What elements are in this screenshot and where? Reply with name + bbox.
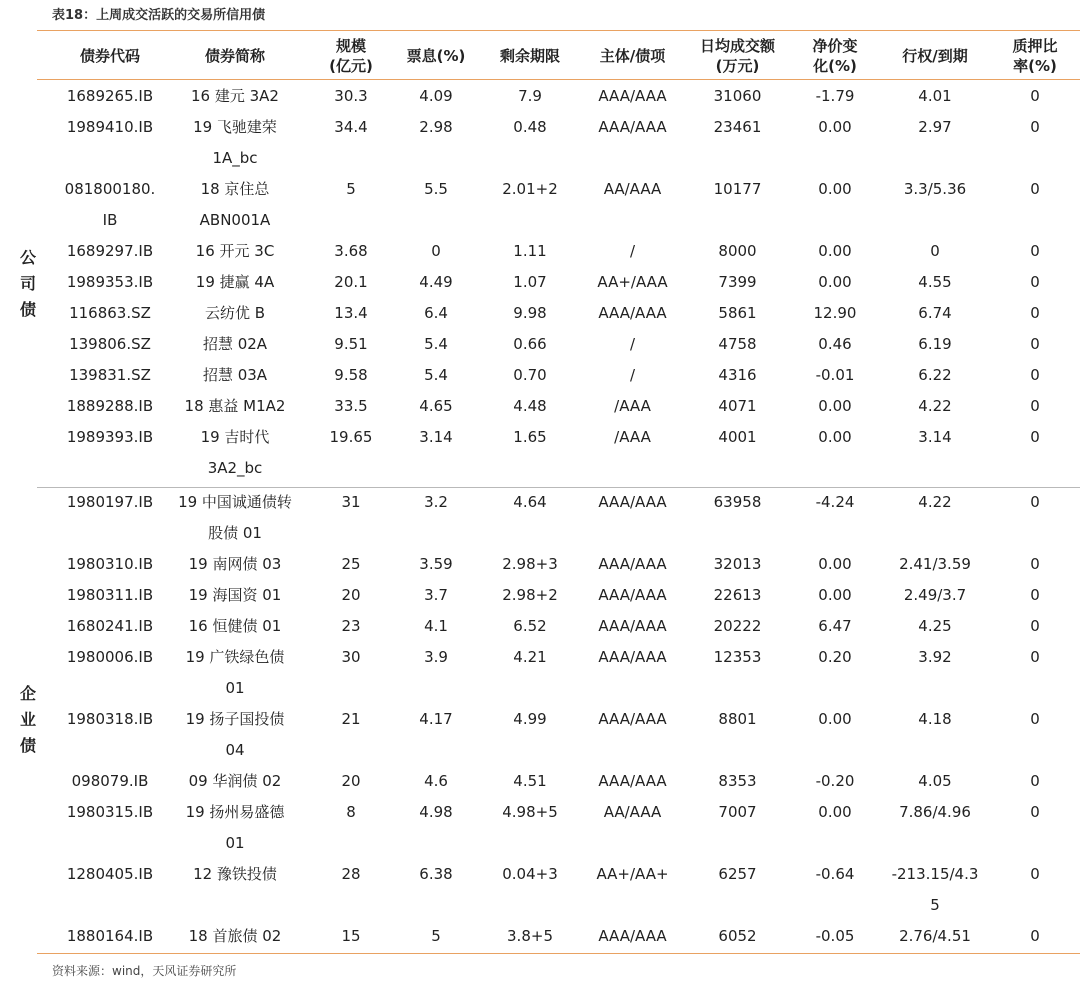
table-row <box>0 704 1080 766</box>
cell-name: 19 捷赢 4A <box>195 273 275 291</box>
header-bottom-rule <box>37 79 1080 80</box>
header-volume: 日均成交额 (万元) <box>699 37 775 75</box>
cell-scale: 33.5 <box>334 397 368 415</box>
header-coupon: 票息(%) <box>406 47 466 65</box>
cell-scale: 15 <box>341 927 361 945</box>
table-row <box>0 236 1080 267</box>
cell-volume: 63958 <box>713 493 762 511</box>
cell-rating: AAA/AAA <box>598 304 667 322</box>
cell-term: 1.11 <box>513 242 547 260</box>
cell-term: 4.64 <box>513 493 547 511</box>
cell-coupon: 3.2 <box>424 493 448 511</box>
cell-rating: AA/AAA <box>603 180 662 198</box>
cell-name: 19 中国诚通债转 股债 01 <box>178 493 292 542</box>
cell-coupon: 3.9 <box>424 648 448 666</box>
cell-code: 1689297.IB <box>66 242 154 260</box>
cell-term: 2.98+3 <box>502 555 558 573</box>
cell-scale: 9.58 <box>334 366 368 384</box>
cell-coupon: 4.1 <box>424 617 448 635</box>
cell-coupon: 5.4 <box>424 366 448 384</box>
cell-volume: 5861 <box>718 304 757 322</box>
cell-pledge: 0 <box>1030 428 1040 446</box>
cell-volume: 4071 <box>718 397 757 415</box>
table-row <box>0 81 1080 112</box>
cell-change: 0.00 <box>818 555 852 573</box>
cell-pledge: 0 <box>1030 865 1040 883</box>
cell-pledge: 0 <box>1030 648 1040 666</box>
cell-name: 12 豫铁投债 <box>193 865 277 883</box>
cell-pledge: 0 <box>1030 118 1040 136</box>
cell-volume: 31060 <box>713 87 762 105</box>
cell-volume: 8000 <box>718 242 757 260</box>
cell-term: 4.51 <box>513 772 547 790</box>
cell-change: 6.47 <box>818 617 852 635</box>
cell-name: 招慧 03A <box>202 366 268 384</box>
table-row <box>0 859 1080 921</box>
cell-name: 18 惠益 M1A2 <box>184 397 286 415</box>
header-top-rule <box>37 30 1080 31</box>
cell-exercise: 4.25 <box>918 617 952 635</box>
cell-code: 1980006.IB <box>66 648 154 666</box>
cell-name: 19 吉时代 3A2_bc <box>200 428 270 477</box>
cell-code: 1989393.IB <box>66 428 154 446</box>
cell-term: 4.48 <box>513 397 547 415</box>
cell-rating: AAA/AAA <box>598 586 667 604</box>
cell-pledge: 0 <box>1030 304 1040 322</box>
cell-exercise: 6.22 <box>918 366 952 384</box>
cell-term: 6.52 <box>513 617 547 635</box>
table-row <box>0 329 1080 360</box>
cell-rating: AAA/AAA <box>598 493 667 511</box>
cell-exercise: 7.86/4.96 <box>899 803 971 821</box>
cell-volume: 7007 <box>718 803 757 821</box>
cell-pledge: 0 <box>1030 366 1040 384</box>
cell-volume: 4001 <box>718 428 757 446</box>
group-label: 公 司 债 <box>19 248 36 319</box>
cell-coupon: 6.38 <box>419 865 453 883</box>
cell-volume: 4758 <box>718 335 757 353</box>
cell-coupon: 3.59 <box>419 555 453 573</box>
cell-code: 1980315.IB <box>66 803 154 821</box>
group-label: 企 业 债 <box>19 683 36 755</box>
header-pledge: 质押比 率(%) <box>1012 37 1058 75</box>
cell-scale: 28 <box>341 865 361 883</box>
cell-exercise: 3.92 <box>918 648 952 666</box>
cell-coupon: 4.65 <box>419 397 453 415</box>
table-header <box>0 32 1080 80</box>
cell-term: 0.48 <box>513 118 547 136</box>
cell-change: 0.00 <box>818 118 852 136</box>
cell-change: 0.00 <box>818 273 852 291</box>
cell-volume: 8801 <box>718 710 757 728</box>
cell-coupon: 5.5 <box>424 180 448 198</box>
cell-volume: 23461 <box>713 118 762 136</box>
cell-term: 7.9 <box>518 87 542 105</box>
cell-exercise: 2.49/3.7 <box>903 586 967 604</box>
cell-rating: AAA/AAA <box>598 648 667 666</box>
cell-change: 0.00 <box>818 180 852 198</box>
cell-volume: 10177 <box>713 180 762 198</box>
cell-volume: 32013 <box>713 555 762 573</box>
cell-term: 1.07 <box>513 273 547 291</box>
cell-name: 19 扬州易盛德 01 <box>185 803 285 852</box>
cell-exercise: 0 <box>930 242 940 260</box>
cell-rating: AAA/AAA <box>598 555 667 573</box>
table-row <box>0 611 1080 642</box>
table-row <box>0 766 1080 797</box>
cell-change: 0.00 <box>818 710 852 728</box>
cell-exercise: 4.55 <box>918 273 952 291</box>
cell-pledge: 0 <box>1030 242 1040 260</box>
cell-change: 0.00 <box>818 586 852 604</box>
cell-rating: AAA/AAA <box>598 710 667 728</box>
cell-volume: 7399 <box>718 273 757 291</box>
cell-code: 139806.SZ <box>69 335 151 353</box>
cell-rating: AA+/AA+ <box>596 865 669 883</box>
table-row <box>0 360 1080 391</box>
cell-pledge: 0 <box>1030 586 1040 604</box>
cell-pledge: 0 <box>1030 493 1040 511</box>
header-scale: 规模 (亿元) <box>329 37 373 75</box>
cell-rating: AAA/AAA <box>598 118 667 136</box>
cell-code: 081800180. IB <box>64 180 156 229</box>
cell-rating: AAA/AAA <box>598 927 667 945</box>
cell-rating: AAA/AAA <box>598 87 667 105</box>
cell-pledge: 0 <box>1030 397 1040 415</box>
cell-name: 09 华润债 02 <box>188 772 282 790</box>
cell-pledge: 0 <box>1030 803 1040 821</box>
cell-change: -0.64 <box>815 865 855 883</box>
table-row <box>0 642 1080 704</box>
cell-code: 1280405.IB <box>66 865 154 883</box>
cell-name: 18 京住总 ABN001A <box>199 180 271 229</box>
group-divider <box>37 487 1080 488</box>
cell-term: 4.99 <box>513 710 547 728</box>
cell-term: 0.04+3 <box>502 865 558 883</box>
cell-term: 2.01+2 <box>502 180 558 198</box>
cell-scale: 8 <box>346 803 356 821</box>
table-row <box>0 422 1080 484</box>
cell-code: 1989410.IB <box>66 118 154 136</box>
cell-coupon: 5 <box>431 927 441 945</box>
cell-exercise: 2.41/3.59 <box>899 555 971 573</box>
header-name: 债券简称 <box>204 47 265 65</box>
cell-change: 0.20 <box>818 648 852 666</box>
cell-change: 0.00 <box>818 803 852 821</box>
cell-change: 0.46 <box>818 335 852 353</box>
table-row <box>0 797 1080 859</box>
cell-change: -4.24 <box>815 493 855 511</box>
cell-term: 0.66 <box>513 335 547 353</box>
cell-name: 19 海国资 01 <box>188 586 282 604</box>
cell-change: -0.05 <box>815 927 855 945</box>
cell-coupon: 4.6 <box>424 772 448 790</box>
cell-scale: 9.51 <box>334 335 368 353</box>
cell-exercise: -213.15/4.3 5 <box>891 865 979 914</box>
cell-change: 0.00 <box>818 397 852 415</box>
cell-code: 1880164.IB <box>66 927 154 945</box>
cell-coupon: 0 <box>431 242 441 260</box>
cell-coupon: 2.98 <box>419 118 453 136</box>
cell-exercise: 4.18 <box>918 710 952 728</box>
table-row <box>0 487 1080 549</box>
cell-rating: / <box>629 335 636 353</box>
cell-rating: /AAA <box>614 428 651 446</box>
cell-exercise: 4.22 <box>918 493 952 511</box>
cell-change: -0.01 <box>815 366 855 384</box>
cell-exercise: 3.3/5.36 <box>903 180 967 198</box>
cell-exercise: 6.74 <box>918 304 952 322</box>
cell-name: 16 恒健债 01 <box>188 617 282 635</box>
cell-coupon: 6.4 <box>424 304 448 322</box>
cell-volume: 6052 <box>718 927 757 945</box>
cell-pledge: 0 <box>1030 273 1040 291</box>
cell-name: 19 南网债 03 <box>188 555 282 573</box>
cell-volume: 22613 <box>713 586 762 604</box>
cell-coupon: 5.4 <box>424 335 448 353</box>
cell-scale: 30.3 <box>334 87 368 105</box>
header-change: 净价变 化(%) <box>812 37 858 75</box>
cell-change: 12.90 <box>813 304 857 322</box>
table-bottom-rule <box>37 953 1080 954</box>
cell-name: 招慧 02A <box>202 335 268 353</box>
cell-code: 116863.SZ <box>69 304 151 322</box>
cell-pledge: 0 <box>1030 927 1040 945</box>
cell-scale: 23 <box>341 617 361 635</box>
cell-exercise: 4.01 <box>918 87 952 105</box>
cell-term: 1.65 <box>513 428 547 446</box>
cell-scale: 5 <box>346 180 356 198</box>
cell-term: 4.21 <box>513 648 547 666</box>
cell-volume: 20222 <box>713 617 762 635</box>
cell-coupon: 4.49 <box>419 273 453 291</box>
cell-scale: 20.1 <box>334 273 368 291</box>
cell-term: 2.98+2 <box>502 586 558 604</box>
cell-scale: 3.68 <box>334 242 368 260</box>
cell-name: 云纺优 B <box>204 304 266 322</box>
cell-rating: AAA/AAA <box>598 772 667 790</box>
cell-code: 1689265.IB <box>66 87 154 105</box>
table-row <box>0 549 1080 580</box>
cell-name: 18 首旅债 02 <box>188 927 282 945</box>
cell-pledge: 0 <box>1030 710 1040 728</box>
cell-scale: 19.65 <box>329 428 373 446</box>
cell-code: 1980197.IB <box>66 493 154 511</box>
cell-exercise: 2.97 <box>918 118 952 136</box>
table-row <box>0 921 1080 952</box>
cell-rating: AAA/AAA <box>598 617 667 635</box>
cell-change: 0.00 <box>818 242 852 260</box>
cell-coupon: 4.17 <box>419 710 453 728</box>
cell-code: 1680241.IB <box>66 617 154 635</box>
cell-rating: / <box>629 366 636 384</box>
cell-exercise: 4.05 <box>918 772 952 790</box>
header-code: 债券代码 <box>79 47 140 65</box>
table-row <box>0 112 1080 174</box>
cell-pledge: 0 <box>1030 772 1040 790</box>
cell-exercise: 3.14 <box>918 428 952 446</box>
table-title: 表18：上周成交活跃的交易所信用债 <box>52 8 266 23</box>
cell-rating: AA+/AAA <box>597 273 668 291</box>
cell-name: 16 建元 3A2 <box>191 87 279 105</box>
cell-term: 3.8+5 <box>507 927 553 945</box>
table-row <box>0 580 1080 611</box>
cell-scale: 31 <box>341 493 361 511</box>
header-exercise: 行权/到期 <box>902 47 968 65</box>
table-row <box>0 267 1080 298</box>
cell-change: 0.00 <box>818 428 852 446</box>
cell-code: 098079.IB <box>71 772 149 790</box>
source-note: 资料来源：wind，天风证券研究所 <box>52 964 237 978</box>
cell-volume: 8353 <box>718 772 757 790</box>
cell-rating: /AAA <box>614 397 651 415</box>
cell-pledge: 0 <box>1030 335 1040 353</box>
cell-code: 1889288.IB <box>66 397 154 415</box>
cell-code: 1980311.IB <box>66 586 154 604</box>
cell-code: 1980318.IB <box>66 710 154 728</box>
header-rating: 主体/债项 <box>599 47 666 65</box>
cell-coupon: 3.14 <box>419 428 453 446</box>
cell-exercise: 6.19 <box>918 335 952 353</box>
cell-term: 4.98+5 <box>502 803 558 821</box>
cell-volume: 12353 <box>713 648 762 666</box>
cell-change: -0.20 <box>815 772 855 790</box>
cell-scale: 13.4 <box>334 304 368 322</box>
header-term: 剩余期限 <box>499 47 560 65</box>
table-row <box>0 298 1080 329</box>
cell-code: 1989353.IB <box>66 273 154 291</box>
table-row <box>0 174 1080 236</box>
table-row <box>0 391 1080 422</box>
cell-coupon: 3.7 <box>424 586 448 604</box>
cell-code: 1980310.IB <box>66 555 154 573</box>
cell-scale: 25 <box>341 555 361 573</box>
cell-term: 0.70 <box>513 366 547 384</box>
cell-exercise: 4.22 <box>918 397 952 415</box>
cell-scale: 20 <box>341 772 361 790</box>
cell-change: -1.79 <box>815 87 855 105</box>
cell-volume: 4316 <box>718 366 757 384</box>
cell-scale: 20 <box>341 586 361 604</box>
cell-name: 19 飞驰建荣 1A_bc <box>193 118 277 167</box>
cell-coupon: 4.98 <box>419 803 453 821</box>
cell-name: 16 开元 3C <box>195 242 275 260</box>
cell-pledge: 0 <box>1030 617 1040 635</box>
cell-name: 19 扬子国投债 04 <box>185 710 285 759</box>
cell-pledge: 0 <box>1030 180 1040 198</box>
cell-pledge: 0 <box>1030 555 1040 573</box>
cell-rating: / <box>629 242 636 260</box>
cell-name: 19 广铁绿色债 01 <box>185 648 285 697</box>
cell-scale: 30 <box>341 648 361 666</box>
cell-scale: 21 <box>341 710 361 728</box>
cell-scale: 34.4 <box>334 118 368 136</box>
cell-code: 139831.SZ <box>69 366 151 384</box>
cell-rating: AA/AAA <box>603 803 662 821</box>
cell-term: 9.98 <box>513 304 547 322</box>
cell-coupon: 4.09 <box>419 87 453 105</box>
cell-volume: 6257 <box>718 865 757 883</box>
cell-pledge: 0 <box>1030 87 1040 105</box>
cell-exercise: 2.76/4.51 <box>899 927 971 945</box>
